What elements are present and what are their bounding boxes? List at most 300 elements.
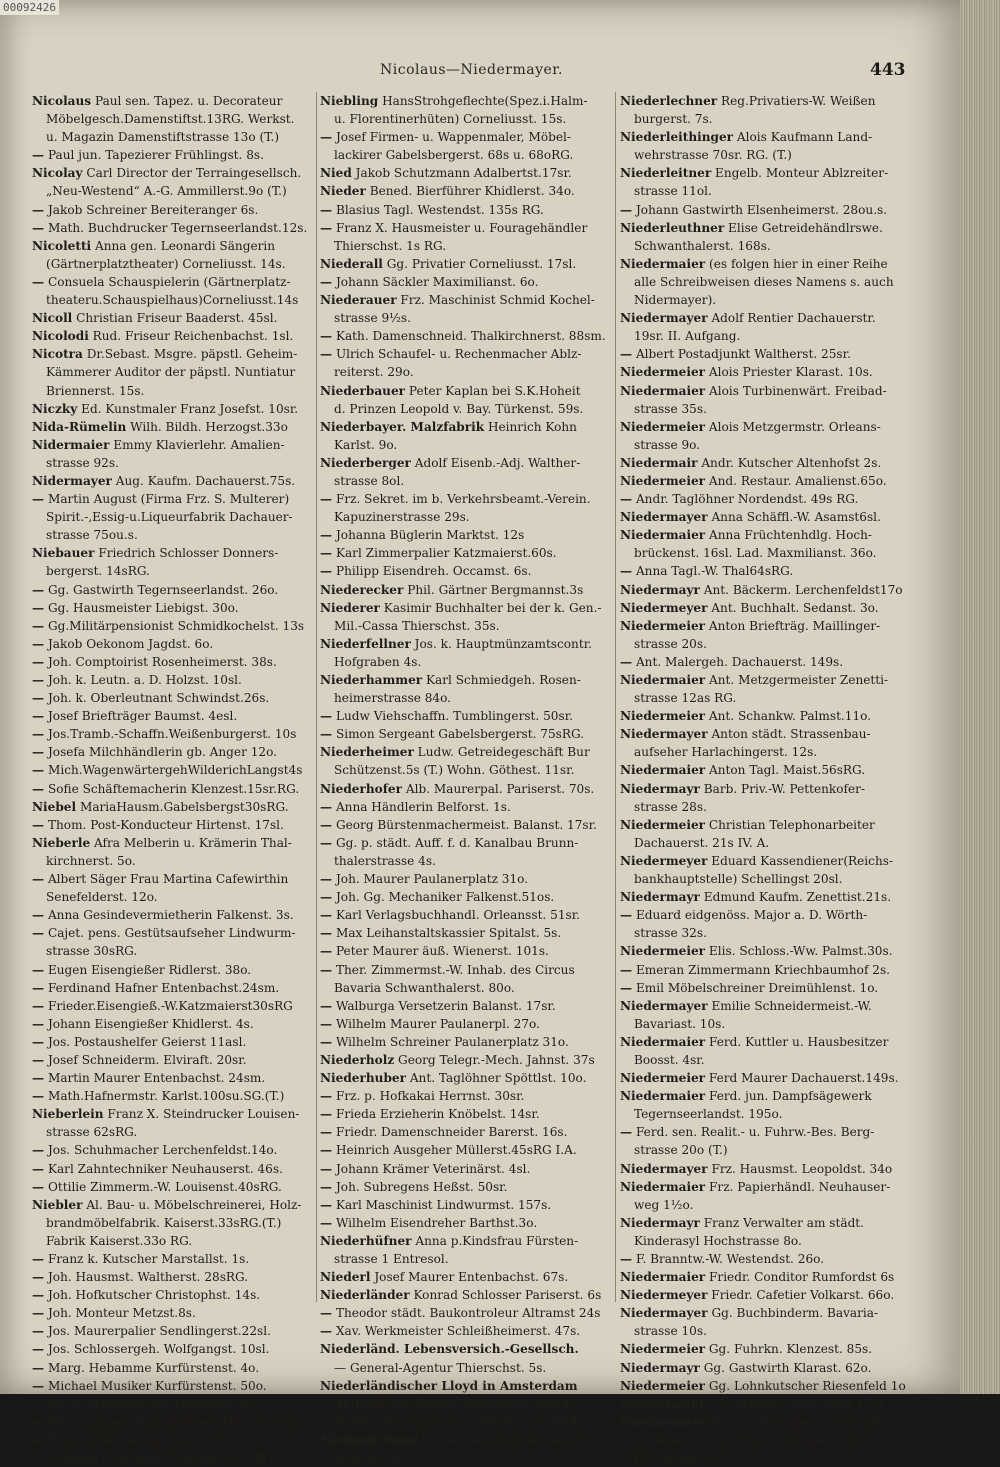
entry-name: — bbox=[320, 528, 333, 543]
entry-text: Gg. Gastwirth Klarast. 62o. bbox=[699, 1360, 872, 1375]
entry-continuation: strasse 20s. bbox=[634, 636, 707, 651]
entry-name: — bbox=[32, 1179, 45, 1194]
entry-name: — bbox=[32, 1288, 45, 1303]
entry-name: Niedermayr bbox=[620, 582, 700, 597]
directory-entry bbox=[32, 490, 328, 508]
column-3 bbox=[620, 92, 910, 1467]
entry-text: Eduard eidgenöss. Major a. D. Wörth- bbox=[632, 908, 868, 923]
entry-name: Niebler bbox=[32, 1197, 83, 1212]
entry-name: Niedermeyer bbox=[620, 600, 708, 615]
entry-text: Joh. Maurer Paulanerplatz 31o. bbox=[332, 872, 529, 887]
entry-continuation: Tegernseerlandst. 195o. bbox=[634, 1107, 783, 1122]
directory-entry bbox=[620, 816, 910, 834]
entry-text: Ludw Viehschaffn. Tumblingerst. 50sr. bbox=[332, 709, 573, 724]
entry-text: Kath. Damenschneid. Thalkirchnerst. 88sm. bbox=[332, 329, 606, 344]
directory-entry bbox=[32, 1268, 328, 1286]
entry-text: Albert Postadjunkt Waltherst. 25sr. bbox=[632, 347, 851, 362]
entry-name: — bbox=[320, 872, 333, 887]
entry-name: Niedermayer bbox=[620, 1306, 708, 1321]
entry-text: Anton Tagl. Maist.56sRG. bbox=[705, 763, 866, 778]
entry-name: Niederhüfner bbox=[320, 1233, 412, 1248]
entry-name: Nieberlein bbox=[32, 1107, 104, 1122]
entry-name: — bbox=[620, 1125, 633, 1140]
entry-name: — bbox=[32, 926, 45, 941]
directory-entry bbox=[320, 345, 612, 363]
directory-entry bbox=[620, 1123, 910, 1141]
directory-entry bbox=[620, 725, 910, 743]
directory-entry bbox=[620, 1413, 910, 1431]
entry-name: — bbox=[32, 220, 45, 235]
entry-text: Josef Briefträger Baumst. 4esl. bbox=[44, 709, 238, 724]
directory-entry bbox=[320, 1322, 612, 1340]
entry-text: Thom. Post-Konducteur Hirtenst. 17sl. bbox=[44, 817, 284, 832]
directory-entry bbox=[320, 1178, 612, 1196]
entry-continuation: Fabrik Kaiserst.33o RG. bbox=[46, 1233, 193, 1248]
entry-name: — bbox=[32, 202, 45, 217]
directory-entry bbox=[32, 617, 328, 635]
entry-name: — bbox=[320, 274, 333, 289]
entry-name: — bbox=[320, 835, 333, 850]
entry-continuation: — General-Agentur Thierschst. 5s. bbox=[334, 1360, 547, 1375]
directory-entry bbox=[320, 581, 612, 599]
entry-text: Elis. Schloss.-Ww. Palmst.30s. bbox=[705, 944, 893, 959]
directory-entry bbox=[32, 1160, 328, 1178]
directory-entry bbox=[620, 508, 910, 526]
entry-text: Carl Director der Terraingesellsch. bbox=[82, 166, 302, 181]
entry-text: Kasimir Buchhalter bei der k. Gen.- bbox=[379, 600, 602, 615]
entry-text: Emeran Zimmermann Kriechbaumhof 2s. bbox=[632, 962, 891, 977]
entry-name: Niedermeier bbox=[620, 365, 706, 380]
entry-text: Friedrich Schlosser Donners- bbox=[94, 546, 279, 561]
directory-entry bbox=[32, 798, 328, 816]
entry-text: Josef Maurer Entenbachst. 67s. bbox=[370, 1270, 569, 1285]
entry-text: Josef Schneiderm. Elviraft. 20sr. bbox=[44, 1052, 247, 1067]
entry-name: Niedermayr bbox=[620, 1215, 700, 1230]
entry-continuation: weg 1½o. bbox=[634, 1197, 694, 1212]
entry-text: Wilh. Schlosser Ungererst. 9os. bbox=[44, 1432, 242, 1447]
entry-text: Gg. p. städt. Auff. f. d. Kanalbau Brunn- bbox=[332, 835, 579, 850]
entry-continuation: Schwanthalerst. 168s. bbox=[634, 238, 771, 253]
entry-text: Friedr. Damenschneider Barerst. 16s. bbox=[332, 1125, 568, 1140]
entry-text: Karl Zimmerpalier Katzmaierst.60s. bbox=[332, 546, 557, 561]
entry-text: Anna Schäffl.-W. Asamst6sl. bbox=[707, 510, 881, 525]
entry-text: Heinrich Ausgeher Müllerst.45sRG I.A. bbox=[332, 1143, 577, 1158]
entry-text: (es folgen hier in einer Reihe bbox=[705, 256, 888, 271]
entry-continuation: Schützenst.5s (T.) Wohn. Göthest. 11sr. bbox=[334, 763, 575, 778]
entry-text: Ther. Zimmermst.-W. Inhab. des Circus bbox=[332, 962, 575, 977]
entry-text: Ferd. sen. Realit.- u. Fuhrw.-Bes. Berg- bbox=[632, 1125, 875, 1140]
entry-text: Joh. Comptoirist Rosenheimerst. 38s. bbox=[44, 654, 277, 669]
directory-entry bbox=[620, 1359, 910, 1377]
entry-name: — bbox=[320, 1143, 333, 1158]
entry-text: Franz X. Hausmeister u. Fouragehändler bbox=[332, 220, 588, 235]
directory-entry bbox=[620, 1304, 910, 1322]
entry-name: — bbox=[320, 962, 333, 977]
entry-name: Niedermeyer bbox=[620, 853, 708, 868]
directory-entry bbox=[32, 834, 328, 852]
entry-continuation: Karlst. 9o. bbox=[334, 437, 398, 452]
directory-entry bbox=[32, 237, 328, 255]
directory-entry bbox=[620, 363, 910, 381]
entry-text: Jos. k. Hauptmünzamtscontr. bbox=[410, 636, 593, 651]
entry-continuation: strasse 9½s. bbox=[334, 311, 411, 326]
directory-entry bbox=[32, 671, 328, 689]
directory-entry bbox=[32, 707, 328, 725]
entry-text: Ottilie Zimmerm.-W. Louisenst.40sRG. bbox=[44, 1179, 282, 1194]
directory-entry bbox=[32, 1413, 328, 1431]
entry-text: Theodor städt. Baukontroleur Altramst 24s bbox=[332, 1306, 601, 1321]
entry-text: Johann Krämer Veterinärst. 4sl. bbox=[332, 1161, 531, 1176]
directory-entry bbox=[320, 707, 612, 725]
entry-text: Frieda Erzieherin Knöbelst. 14sr. bbox=[332, 1107, 540, 1122]
entry-name: — bbox=[320, 799, 333, 814]
entry-name: Niedermaier bbox=[620, 673, 706, 687]
directory-entry bbox=[32, 92, 328, 110]
entry-continuation: brückenst. 16sl. Lad. Maxmilianst. 36o. bbox=[634, 546, 877, 561]
directory-entry bbox=[32, 743, 328, 761]
directory-entry bbox=[320, 92, 612, 110]
entry-text: Ulrich Schaufel- u. Rechenmacher Ablz- bbox=[332, 347, 582, 362]
entry-name: — bbox=[32, 654, 45, 669]
entry-name: Niederholz bbox=[320, 1052, 395, 1067]
entry-continuation: strasse 9o. bbox=[634, 437, 701, 452]
entry-name: Niederhofer bbox=[320, 781, 402, 796]
entry-text: Gg. Fuhrkn. Klenzest. 85s. bbox=[705, 1342, 873, 1357]
entry-name: Niedermeier bbox=[620, 419, 706, 434]
entry-text: Gg. Gastwirth Tegernseerlandst. 26o. bbox=[44, 582, 279, 597]
entry-continuation: Nidermayer). bbox=[634, 293, 717, 308]
entry-continuation: strasse 28s. bbox=[634, 799, 707, 814]
directory-entry bbox=[620, 780, 910, 798]
directory-entry bbox=[32, 164, 328, 182]
entry-name: Niebel bbox=[32, 799, 77, 814]
directory-entry bbox=[32, 146, 328, 164]
entry-name: Niedermaier bbox=[620, 1034, 706, 1049]
directory-entry bbox=[32, 761, 328, 779]
entry-text: Engelb. Monteur Ablzreiter- bbox=[711, 166, 889, 181]
entry-name: — bbox=[32, 274, 45, 289]
directory-entry bbox=[620, 201, 910, 219]
entry-name: Niedermaier bbox=[620, 383, 706, 398]
entry-name: — bbox=[320, 202, 333, 217]
entry-text: Anna p.Kindsfrau Fürsten- bbox=[411, 1233, 579, 1248]
entry-name: — bbox=[32, 727, 45, 742]
entry-name: Nicolodi bbox=[32, 329, 89, 344]
entry-text: Max Leihanstaltskassier Spitalst. 5s. bbox=[332, 926, 562, 941]
entry-continuation: lackirer Gabelsbergerst. 68s u. 68oRG. bbox=[334, 148, 574, 163]
entry-text: Xav. Werkmeister Schleißheimerst. 47s. bbox=[332, 1324, 581, 1339]
entry-name: — bbox=[320, 1161, 333, 1176]
entry-text: Wilhelm Maurer Paulanerpl. 27o. bbox=[332, 1016, 540, 1031]
directory-entry bbox=[320, 671, 612, 689]
directory-entry bbox=[620, 562, 910, 580]
directory-entry bbox=[620, 1178, 910, 1196]
entry-text: Dr.Sebast. Msgre. päpstl. Geheim- bbox=[82, 347, 298, 362]
directory-entry bbox=[32, 1250, 328, 1268]
entry-name: — bbox=[320, 220, 333, 235]
entry-name: Niederheimer bbox=[320, 745, 414, 760]
entry-continuation: Abtheilg. für Einbruchdiebstahlversich. bbox=[334, 1396, 577, 1411]
entry-continuation: reiterst. 29o. bbox=[334, 365, 414, 380]
directory-entry bbox=[620, 309, 910, 327]
entry-text: Mich. Schuhmacher Isabellast. 8s. bbox=[44, 1396, 260, 1411]
entry-name: — bbox=[620, 492, 633, 507]
directory-entry bbox=[320, 924, 612, 942]
column-rule bbox=[615, 92, 616, 1302]
directory-entry bbox=[320, 544, 612, 562]
entry-name: — bbox=[320, 492, 333, 507]
entry-continuation: strasse 12as RG. bbox=[634, 691, 737, 706]
directory-entry bbox=[320, 888, 612, 906]
directory-entry bbox=[320, 128, 612, 146]
directory-entry bbox=[320, 599, 612, 617]
entry-name: — bbox=[32, 1252, 45, 1266]
directory-entry bbox=[620, 219, 910, 237]
entry-name: Niedermeier bbox=[620, 944, 706, 959]
directory-entry bbox=[320, 1304, 612, 1322]
entry-name: — bbox=[620, 962, 633, 977]
entry-continuation: strasse 92s. bbox=[46, 455, 119, 470]
entry-name: Nieberle bbox=[32, 835, 91, 850]
directory-entry bbox=[32, 653, 328, 671]
entry-continuation: Bürkleinst. 1sl. bbox=[634, 1451, 727, 1466]
entry-name: — bbox=[620, 202, 633, 217]
entry-name: — bbox=[32, 763, 45, 778]
entry-text: Elise Getreidehändlrswe. bbox=[724, 220, 883, 235]
entry-continuation: theateru.Schauspielhaus)Corneliusst.14s bbox=[46, 293, 299, 308]
entry-name: Nida-Rümelin bbox=[32, 419, 127, 434]
directory-entry bbox=[620, 128, 910, 146]
entry-text: And. Restaur. Amalienst.65o. bbox=[705, 473, 887, 488]
entry-text: Martin Maurer Entenbachst. 24sm. bbox=[44, 1071, 266, 1086]
entry-name: — bbox=[32, 709, 45, 724]
directory-entry bbox=[620, 1033, 910, 1051]
entry-name: Niedermayr bbox=[620, 1360, 700, 1375]
entry-text: Andr. Kutscher Altenhofst 2s. bbox=[697, 455, 882, 470]
entry-name: Niederl bbox=[320, 1270, 371, 1285]
entry-text: Karl Zahntechniker Neuhauserst. 46s. bbox=[44, 1161, 283, 1176]
entry-name: — bbox=[320, 926, 333, 941]
directory-entry bbox=[620, 1250, 910, 1268]
entry-text: Frieder.Eisengieß.-W.Katzmaierst30sRG bbox=[44, 998, 293, 1013]
directory-entry bbox=[320, 1196, 612, 1214]
directory-entry bbox=[32, 201, 328, 219]
directory-entry bbox=[32, 906, 328, 924]
entry-continuation: Möbelgesch.Damenstiftst.13RG. Werkst. bbox=[46, 112, 295, 127]
entry-text: Franz X. Steindrucker Louisen- bbox=[103, 1107, 300, 1122]
directory-entry bbox=[320, 906, 612, 924]
directory-entry bbox=[32, 780, 328, 798]
entry-name: Niederleithinger bbox=[620, 130, 734, 145]
directory-entry bbox=[620, 382, 910, 400]
entry-text: Alois Metzgermstr. Orleans- bbox=[705, 419, 881, 434]
directory-entry bbox=[320, 1268, 612, 1286]
entry-continuation: u. Magazin Damenstiftstrasse 13o (T.) bbox=[46, 130, 280, 145]
entry-text: Alb. Maurerpal. Pariserst. 70s. bbox=[402, 781, 595, 796]
directory-entry bbox=[320, 743, 612, 761]
directory-entry bbox=[620, 1286, 910, 1304]
directory-entry bbox=[32, 1322, 328, 1340]
entry-text: Wilh. Bildh. Herzogst.33o bbox=[126, 419, 288, 434]
entry-text: Georg Theeimport-Geschäft bbox=[707, 1414, 883, 1429]
entry-continuation: Boosst. 4sr. bbox=[634, 1052, 705, 1067]
entry-name: — bbox=[32, 1143, 45, 1158]
entry-continuation: burgerst. 7s. bbox=[634, 112, 713, 127]
entry-text: Franz k. Kutscher Marstallst. 1s. bbox=[44, 1252, 250, 1266]
directory-entry bbox=[32, 219, 328, 237]
directory-entry bbox=[32, 1449, 328, 1467]
directory-entry bbox=[32, 436, 328, 454]
entry-text: Gg. Lohnkutscher Riesenfeld 1o bbox=[705, 1378, 906, 1393]
entry-name: Niedermeier bbox=[620, 1342, 706, 1357]
entry-name: Niedermeier bbox=[620, 1071, 706, 1086]
entry-continuation: (Gärtnerplatztheater) Corneliusst. 14s. bbox=[46, 256, 286, 271]
entry-continuation: thalerstrasse 4s. bbox=[334, 853, 436, 868]
directory-entry bbox=[320, 961, 612, 979]
entry-text: Andr. Taglöhner Nordendst. 49s RG. bbox=[632, 492, 859, 507]
entry-continuation: strasse 8ol. bbox=[334, 473, 405, 488]
directory-entry bbox=[32, 816, 328, 834]
entry-text: Math.Hafnermstr. Karlst.100su.SG.(T.) bbox=[44, 1089, 285, 1104]
entry-continuation: Subdir. Fa. Schüleru. Löfflerkarlst. 54(T.) bbox=[334, 1414, 586, 1429]
page-edge bbox=[960, 0, 1000, 1394]
entry-name: — bbox=[32, 492, 45, 507]
directory-entry bbox=[620, 1214, 910, 1232]
entry-text: Karl Maschinist Lindwurmst. 157s. bbox=[332, 1197, 552, 1212]
entry-text: Afra Melberin u. Krämerin Thal- bbox=[90, 835, 292, 850]
directory-entry bbox=[32, 997, 328, 1015]
entry-continuation: u. Inhab. d. Fa. „Ferdinand Niemeit“ bbox=[634, 1432, 859, 1447]
entry-name: Niederlechner bbox=[620, 94, 718, 108]
running-head: Nicolaus—Niedermayer. bbox=[380, 62, 563, 78]
entry-name: — bbox=[320, 1034, 333, 1049]
entry-name: Niederfellner bbox=[320, 636, 411, 651]
entry-continuation: strasse 32s. bbox=[634, 926, 707, 941]
entry-name: — bbox=[32, 872, 45, 887]
entry-text: Edmund Kaufm. Zenettist.21s. bbox=[699, 890, 892, 905]
entry-continuation: Thierschst. 1s RG. bbox=[334, 238, 447, 253]
entry-name: — bbox=[32, 1306, 45, 1321]
entry-text: Aug. Kaufm. Dachauerst.75s. bbox=[111, 473, 296, 488]
directory-entry bbox=[620, 852, 910, 870]
entry-text: Anna Früchtenhdlg. Hoch- bbox=[705, 528, 873, 543]
entry-text: Frz. Maschinist Schmid Kochel- bbox=[396, 293, 595, 308]
entry-text: Phil. Gärtner Bergmannst.3s bbox=[403, 582, 584, 597]
entry-text: Anna gen. Leonardi Sängerin bbox=[91, 238, 276, 253]
directory-entry bbox=[32, 581, 328, 599]
entry-text: Joh. Hofkutscher Christophst. 14s. bbox=[44, 1288, 261, 1303]
entry-name: — bbox=[320, 1179, 333, 1194]
entry-name: Niedermeier bbox=[620, 618, 706, 633]
entry-name: — bbox=[620, 908, 633, 923]
entry-name: — bbox=[320, 908, 333, 923]
directory-entry bbox=[620, 526, 910, 544]
directory-entry bbox=[320, 490, 612, 508]
entry-text: Ludw. Getreidegeschäft Bur bbox=[413, 745, 590, 760]
entry-name: — bbox=[320, 347, 333, 362]
directory-entry bbox=[320, 1051, 612, 1069]
entry-text: Jos. Maurerpalier Sendlingerst.22sl. bbox=[44, 1324, 271, 1339]
entry-name: — bbox=[32, 998, 45, 1013]
entry-name: Niedermayr bbox=[620, 781, 700, 796]
entry-text: Heinrich Kohn bbox=[484, 419, 577, 434]
entry-text: Emil Möbelschreiner Dreimühlenst. 1o. bbox=[632, 980, 879, 995]
directory-entry bbox=[320, 834, 612, 852]
directory-entry bbox=[32, 400, 328, 418]
entry-text: Eugen Eisengießer Ridlerst. 38o. bbox=[44, 962, 252, 977]
directory-entry bbox=[620, 1160, 910, 1178]
entry-text: Adolf Eisenb.-Adj. Walther- bbox=[410, 455, 581, 470]
directory-entry bbox=[32, 1304, 328, 1322]
entry-continuation: Senefelderst. 12o. bbox=[46, 890, 158, 905]
entry-name: — bbox=[32, 1360, 45, 1375]
entry-text: Paul sen. Tapez. u. Decorateur bbox=[91, 94, 283, 108]
directory-entry bbox=[32, 870, 328, 888]
directory-entry bbox=[32, 961, 328, 979]
directory-entry bbox=[320, 164, 612, 182]
entry-name: — bbox=[32, 600, 45, 615]
directory-entry bbox=[320, 780, 612, 798]
entry-name: — bbox=[32, 618, 45, 633]
entry-name: Nieder bbox=[320, 184, 366, 199]
entry-continuation: wehrstrasse 70sr. RG. (T.) bbox=[634, 148, 792, 163]
directory-entry bbox=[320, 1340, 612, 1358]
entry-name: — bbox=[320, 1197, 333, 1212]
entry-text: Ant. Schankw. Palmst.11o. bbox=[705, 709, 872, 724]
entry-text: Jakob Oekonom Jagdst. 6o. bbox=[44, 636, 214, 651]
entry-continuation: 19sr. II. Aufgang. bbox=[634, 329, 741, 344]
entry-text: Franz Verwalter am städt. bbox=[699, 1215, 865, 1230]
entry-name: — bbox=[320, 890, 333, 905]
entry-text: Ferd Maurer Dachauerst.149s. bbox=[705, 1071, 899, 1086]
directory-entry bbox=[32, 1105, 328, 1123]
entry-name: — bbox=[32, 1342, 45, 1357]
entry-name: — bbox=[32, 1052, 45, 1067]
entry-name: Nicolaus bbox=[32, 94, 92, 108]
entry-name: — bbox=[320, 564, 333, 579]
directory-entry bbox=[32, 544, 328, 562]
entry-text: Joh. Gg. Mechaniker Falkenst.51os. bbox=[332, 890, 555, 905]
entry-name: — bbox=[32, 1396, 45, 1411]
directory-entry bbox=[32, 345, 328, 363]
entry-text: Frz. Papierhändl. Neuhauser- bbox=[705, 1179, 891, 1194]
directory-entry bbox=[620, 1377, 910, 1395]
entry-name: — bbox=[620, 980, 633, 995]
entry-text: Paul jun. Tapezierer Frühlingst. 8s. bbox=[44, 148, 264, 163]
entry-name: Niederberger bbox=[320, 455, 411, 470]
entry-name: Niebauer bbox=[32, 546, 95, 561]
directory-entry bbox=[320, 526, 612, 544]
entry-name: Niederlechner bbox=[320, 1432, 418, 1447]
entry-name: Nidermayer bbox=[32, 473, 112, 488]
directory-entry bbox=[32, 1359, 328, 1377]
directory-entry bbox=[32, 1069, 328, 1087]
entry-continuation: „Neu-Westend“ A.-G. Ammillerst.9o (T.) bbox=[46, 184, 287, 199]
entry-text: Lorenz Monteur Ablzreiter- bbox=[417, 1432, 590, 1447]
entry-text: Alois Kaufmann Land- bbox=[733, 130, 873, 145]
entry-text: Ed. Kunstmaler Franz Josefst. 10sr. bbox=[77, 401, 299, 416]
entry-text: Georg Bürstenmachermeist. Balanst. 17sr. bbox=[332, 817, 597, 832]
entry-name: — bbox=[320, 727, 333, 742]
entry-text: Karl Verlagsbuchhandl. Orleansst. 51sr. bbox=[332, 908, 581, 923]
entry-name: — bbox=[320, 817, 333, 832]
entry-name: — bbox=[320, 1089, 333, 1104]
directory-entry bbox=[320, 418, 612, 436]
directory-entry bbox=[620, 997, 910, 1015]
entry-text: Consuela Schauspielerin (Gärtnerplatz- bbox=[44, 274, 291, 289]
directory-entry bbox=[320, 635, 612, 653]
directory-entry bbox=[620, 472, 910, 490]
